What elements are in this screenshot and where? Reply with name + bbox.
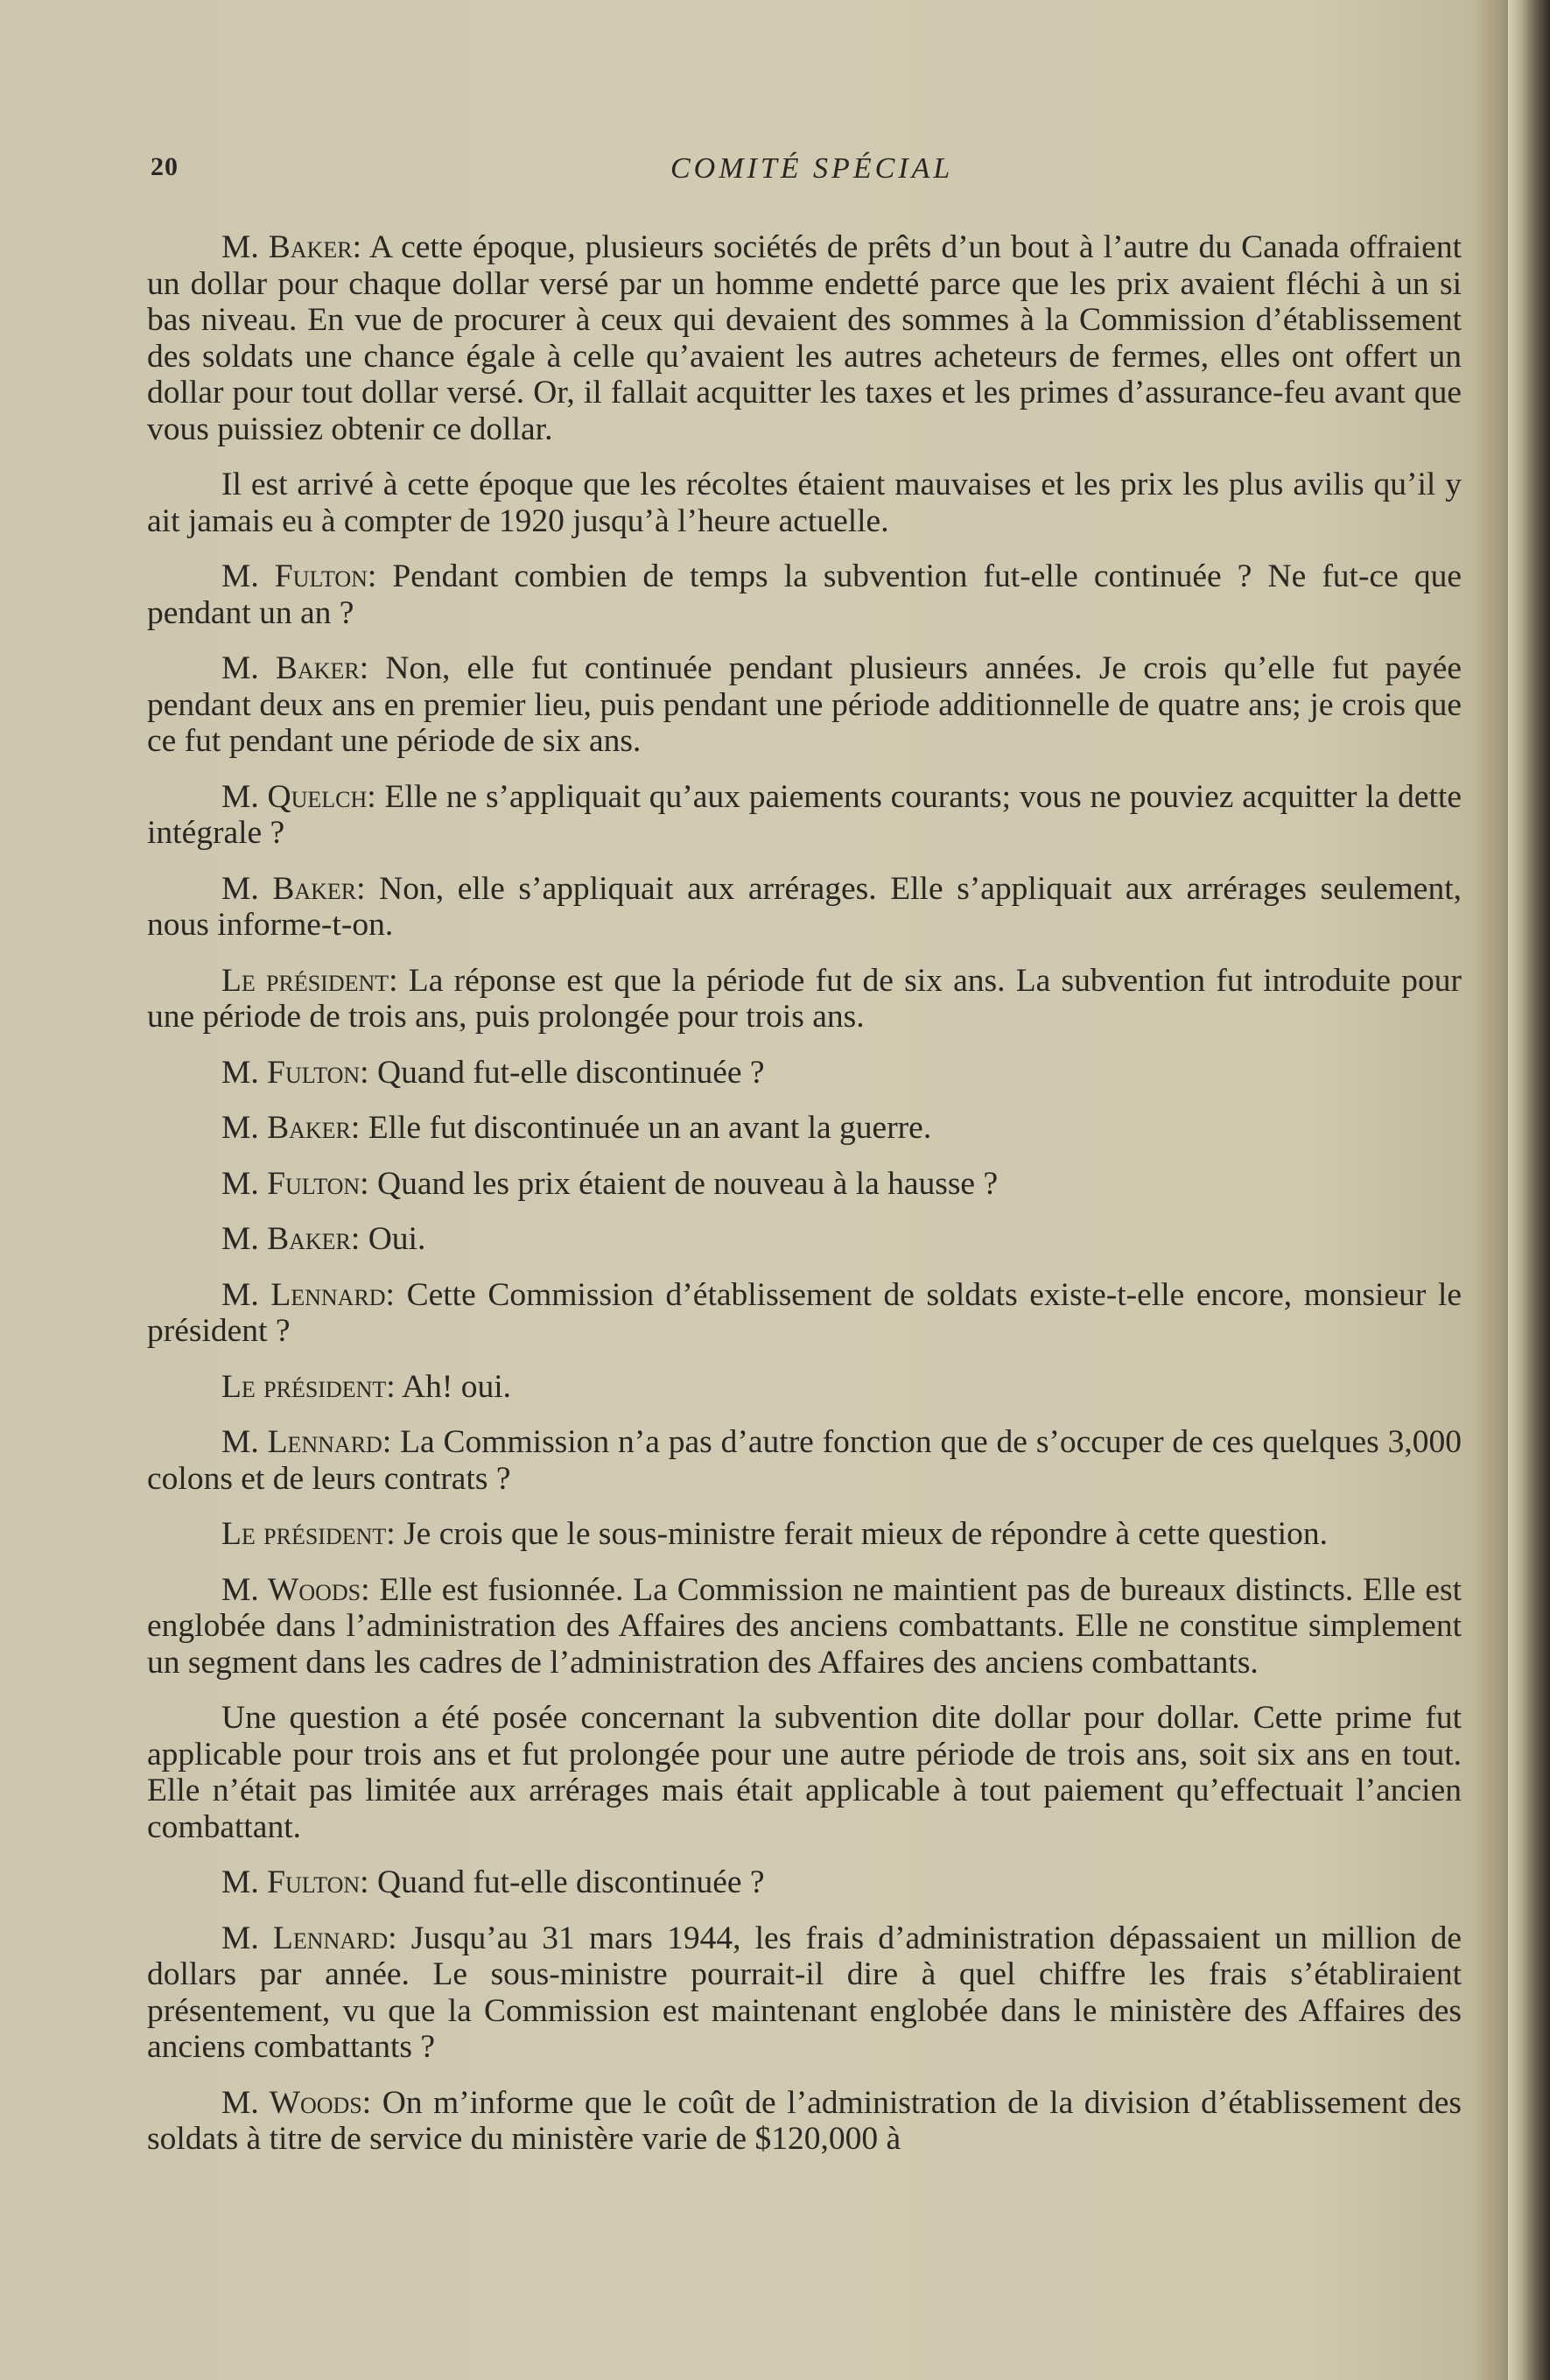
speaker-name: M. Woods: [221, 1571, 370, 1608]
paragraph-text: A cette époque, plusieurs sociétés de prêts d’un bout à l’autre du Canada offraient un dollar pour chaque dollar versé par un homme endetté parce que les prix avaient fléchi à un si bas niveau. En vue de procurer à ceux qui devaient des sommes à la Commission d’établissement des soldats une chance égale à celle qu’avaient les autres acheteurs de fermes, elles ont offert un dollar pour tout dollar versé. Or, il fallait acquitter les taxes et les primes d’assurance-feu avant que vous puissiez obtenir ce dollar. [147, 229, 1462, 447]
paragraph-text: Oui. [368, 1221, 426, 1257]
paragraph [147, 558, 1462, 631]
paragraph-text: La Commission n’a pas d’autre fonction que de s’occuper de ces quelques 3,000 colons et de leurs contrats ? [147, 1424, 1462, 1497]
paragraph-text: Il est arrivé à cette époque que les récoltes étaient mauvaises et les prix les plus avilis qu’il y ait jamais eu à compter de 1920 jusqu’à l’heure actuelle. [147, 467, 1462, 539]
paragraph-text: On m’informe que le coût de l’administration de la division d’établissement des soldats à titre de service du ministère varie de $120,000 à [147, 2084, 1462, 2157]
paragraph [147, 1920, 1462, 2066]
speaker-name: M. Lennard: [221, 1424, 392, 1460]
paragraph [147, 1221, 1462, 1258]
speaker-name: M. Baker: [221, 650, 369, 686]
paragraph [147, 1516, 1462, 1553]
paragraph [147, 1572, 1462, 1681]
speaker-name: M. Baker: [221, 229, 361, 265]
speaker-name: M. Lennard: [221, 1920, 397, 1956]
paragraph-text: Ah! oui. [402, 1368, 512, 1405]
paragraph [147, 1864, 1462, 1901]
paragraph-text: Pendant combien de temps la subvention fut-elle continuée ? Ne fut-ce que pendant un an ? [147, 558, 1462, 631]
page-number: 20 [151, 152, 179, 181]
paragraph [147, 467, 1462, 539]
paragraph-text: Quand fut-elle discontinuée ? [376, 1864, 765, 1900]
paragraph-text: Elle ne s’appliquait qu’aux paiements courants; vous ne pouviez acquitter la dette intégrale ? [147, 778, 1462, 851]
speaker-name: M. Fulton: [221, 1864, 369, 1900]
paragraph [147, 871, 1462, 944]
speaker-name: Le président: [221, 962, 398, 999]
paragraph-text: Cette Commission d’établissement de soldats existe-t-elle encore, monsieur le président ? [147, 1276, 1462, 1349]
speaker-name: M. Baker: [221, 870, 366, 907]
paragraph [147, 779, 1462, 852]
speaker-name: M. Fulton: [221, 1054, 369, 1091]
transcript-body [147, 229, 1462, 2177]
speaker-name: Le président: [221, 1516, 396, 1552]
speaker-name: M. Baker: [221, 1221, 361, 1257]
speaker-name: M. Woods: [221, 2084, 372, 2121]
paragraph-text: Je crois que le sous-ministre ferait mieux de répondre à cette question. [403, 1516, 1328, 1552]
speaker-name: M. Baker: [221, 1110, 361, 1146]
paragraph-text: Une question a été posée concernant la subvention dite dollar pour dollar. Cette prime fut applicable pour trois ans et fut prolongée pour une autre période de trois ans, soit six ans en tout. Elle n’était pas limitée aux arrérages mais était applicable à tout paiement qu’effectuait l’ancien combattant. [147, 1700, 1462, 1845]
speaker-name: M. Fulton: [221, 558, 377, 594]
paragraph-text: Non, elle fut continuée pendant plusieurs années. Je crois qu’elle fut payée pendant deux ans en premier lieu, puis pendant une période additionnelle de quatre ans; je crois que ce fut pendant une période de six ans. [147, 650, 1462, 759]
paragraph-text: Elle est fusionnée. La Commission ne maintient pas de bureaux distincts. Elle est englobée dans l’administration des Affaires des anciens combattants. Elle ne constitue simplement un segment dans les cadres de l’administration des Affaires des anciens combattants. [147, 1571, 1462, 1681]
speaker-name: Le président: [221, 1368, 396, 1405]
page-header [151, 152, 1463, 191]
paragraph [147, 1369, 1462, 1406]
running-title: COMITÉ SPÉCIAL [670, 152, 954, 185]
paragraph-text: Non, elle s’appliquait aux arrérages. Elle s’appliquait aux arrérages seulement, nous informe-t-on. [147, 870, 1462, 943]
paragraph-text: Elle fut discontinuée un an avant la guerre. [368, 1110, 932, 1146]
paragraph [147, 1424, 1462, 1497]
paragraph-text: Jusqu’au 31 mars 1944, les frais d’administration dépassaient un million de dollars par année. Le sous-ministre pourrait-il dire à quel chiffre les frais s’établiraient présentement, vu que la Commission est maintenant englobée dans le ministère des Affaires des anciens combattants ? [147, 1920, 1462, 2065]
paragraph [147, 1110, 1462, 1147]
paragraph-text: Quand fut-elle discontinuée ? [376, 1054, 765, 1091]
paragraph [147, 1700, 1462, 1845]
paragraph [147, 650, 1462, 760]
paragraph [147, 963, 1462, 1036]
page-binding-shadow [1508, 0, 1550, 2380]
paragraph [147, 2085, 1462, 2158]
paragraph-text: Quand les prix étaient de nouveau à la hausse ? [376, 1165, 999, 1202]
paragraph [147, 1055, 1462, 1092]
speaker-name: M. Fulton: [221, 1165, 369, 1202]
paragraph [147, 229, 1462, 447]
speaker-name: M. Quelch: [221, 778, 376, 815]
paragraph [147, 1277, 1462, 1350]
paragraph [147, 1166, 1462, 1203]
paragraph-text: La réponse est que la période fut de six ans. La subvention fut introduite pour une période de trois ans, puis prolongée pour trois ans. [147, 962, 1462, 1035]
speaker-name: M. Lennard: [221, 1276, 395, 1313]
